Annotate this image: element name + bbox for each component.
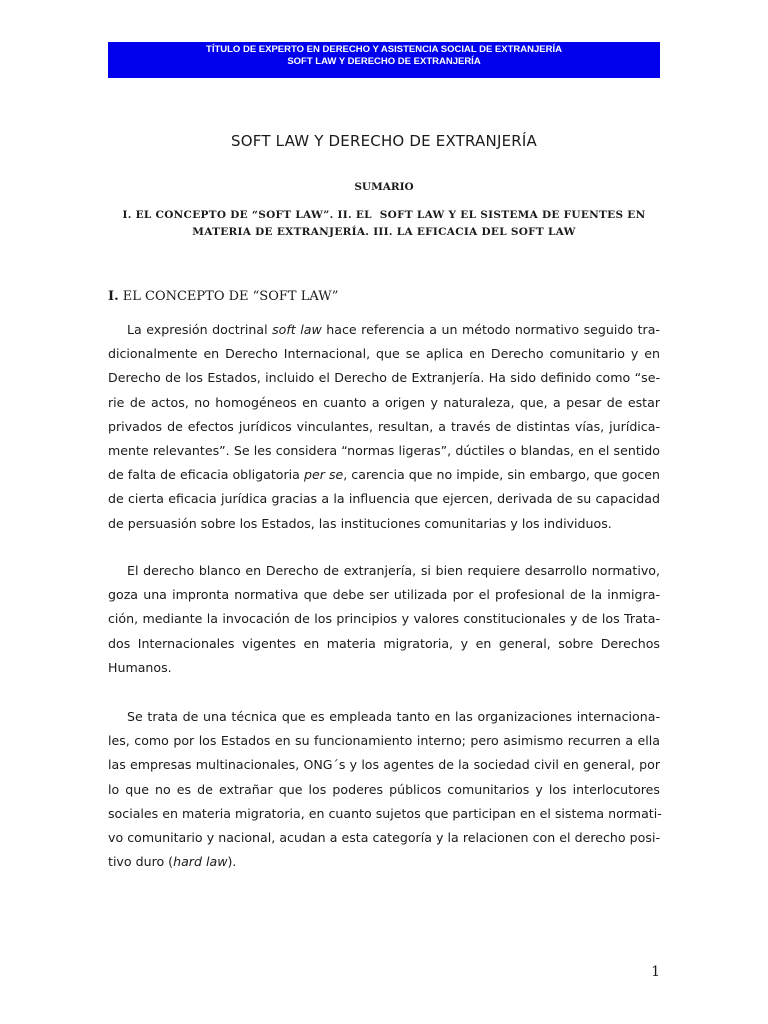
summary-contents (108, 207, 660, 241)
paragraph-1-line-6: mente relevantes”. Se les considera “normas ligeras”, dúctiles o blandas, en el sentido (108, 442, 660, 458)
paragraph-2-line-5: Humanos. (108, 659, 172, 675)
paragraph-1-line-1 (108, 318, 660, 342)
p1-term-per-se: per se (303, 467, 344, 483)
section-1-heading (108, 288, 338, 306)
running-header-line-2: SOFT LAW Y DERECHO DE EXTRANJERÍA (287, 56, 481, 67)
paragraph-3 (108, 705, 660, 874)
summary-line-1: I. EL CONCEPTO DE “SOFT LAW”. II. EL SOFT LAW Y EL SISTEMA DE FUENTES EN (122, 209, 646, 221)
p1-l7-start: de falta de eficacia obligatoria (108, 467, 304, 483)
section-1-number: I. (108, 289, 119, 304)
p1-l1-start: La expresión doctrinal (127, 322, 273, 337)
paragraph-2-line-4: dos Internacionales vigentes en materia migratoria, y en general, sobre Derechos (108, 635, 660, 651)
paragraph-3-line-4: lo que no es de extrañar que los poderes públicos comunitarios y los interlocutores (108, 781, 660, 797)
paragraph-1-line-7 (108, 463, 660, 487)
document-title: SOFT LAW Y DERECHO DE EXTRANJERÍA (231, 132, 537, 150)
paragraph-3-line-7 (108, 850, 660, 874)
paragraph-3-line-5: sociales en materia migratoria, en cuanto sujetos que participan en el sistema normati- (108, 805, 662, 821)
paragraph-2-line-2: goza una impronta normativa que debe ser utilizada por el profesional de la inmigra- (108, 587, 660, 603)
p3-term-hard-law: hard law (173, 854, 228, 870)
paragraph-1-line-5: privados de efectos jurídicos vinculantes, resultan, a través de distintas vías, jurídica- (108, 418, 660, 434)
paragraph-3-line-2: les, como por los Estados en su funcionamiento interno; pero asimismo recurren a ella (108, 733, 660, 749)
paragraph-2-line-1: El derecho blanco en Derecho de extranjería, si bien requiere desarrollo normativo, (127, 563, 660, 578)
section-1-title: EL CONCEPTO DE “SOFT LAW” (118, 289, 339, 304)
paragraph-1-line-2: dicionalmente en Derecho Internacional, que se aplica en Derecho comunitario y en (108, 346, 660, 362)
paragraph-1 (108, 318, 660, 536)
paragraph-2-line-3: ción, mediante la invocación de los principios y valores constitucionales y de los Trata- (108, 611, 660, 627)
page-number: 1 (651, 964, 660, 980)
p3-l7-start: tivo duro ( (108, 854, 174, 870)
summary-label: SUMARIO (354, 181, 414, 193)
paragraph-1-line-9: de persuasión sobre los Estados, las instituciones comunitarias y los individuos. (108, 515, 612, 531)
paragraph-3-line-6: vo comunitario y nacional, acudan a esta categoría y la relacionen con el derecho posi- (108, 829, 660, 845)
paragraph-1-line-3: Derecho de los Estados, incluido el Derecho de Extranjería. Ha sido definido como “se- (108, 370, 660, 386)
paragraph-3-line-3: las empresas multinacionales, ONG´s y los agentes de la sociedad civil en general, por (108, 757, 660, 773)
paragraph-3-line-1: Se trata de una técnica que es empleada tanto en las organizaciones internaciona- (127, 709, 660, 724)
running-header-banner (108, 42, 660, 78)
paragraph-1-line-8: de cierta eficacia jurídica gracias a la influencia que ejercen, derivada de su capacidad (108, 491, 660, 507)
running-header-line-1: TÍTULO DE EXPERTO EN DERECHO Y ASISTENCIA SOCIAL DE EXTRANJERÍA (206, 44, 562, 55)
paragraph-1-line-4: rie de actos, no homogéneos en cuanto a origen y naturaleza, que, a pesar de estar (108, 394, 660, 410)
p1-l7-end: , carencia que no impide, sin embargo, que gocen (343, 467, 660, 483)
summary-line-2: MATERIA DE EXTRANJERÍA. III. LA EFICACIA DEL SOFT LAW (192, 226, 576, 238)
p1-l1-end: hace referencia a un método normativo seguido tra- (321, 322, 660, 337)
p1-term-soft-law: soft law (272, 322, 322, 337)
paragraph-2 (108, 559, 660, 680)
p3-l7-end: ). (227, 854, 237, 870)
